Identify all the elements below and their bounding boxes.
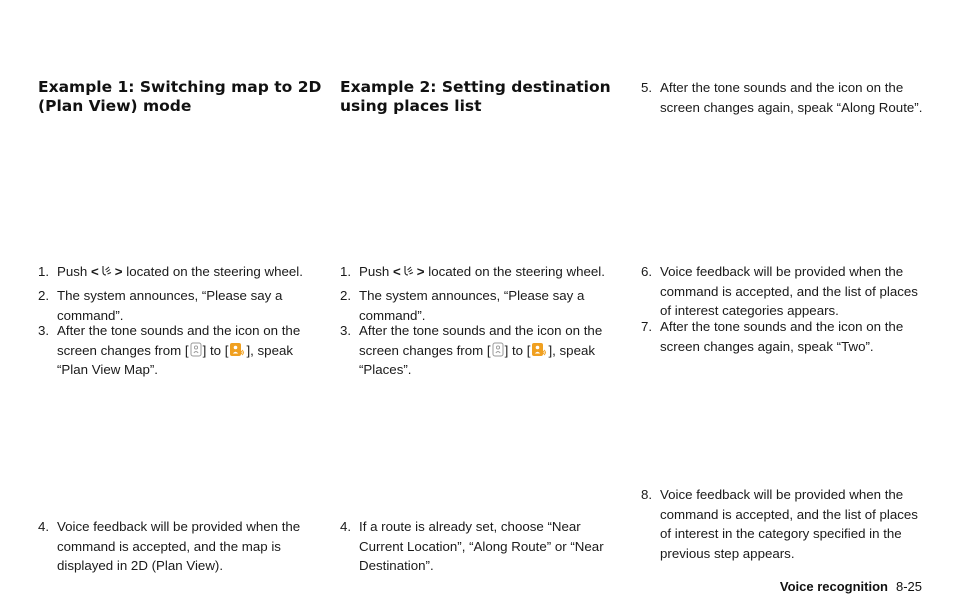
step-text: screen changes from [ [57,342,189,358]
step-text: displayed in 2D (Plan View). [57,558,224,573]
step-text: “Places”. [359,362,412,377]
step-number: 5. [641,80,653,95]
bracket: < [91,264,99,279]
step-number: 8. [641,487,653,502]
bracket: < [393,264,401,279]
step-8 [641,485,925,563]
heading-line: Example 2: Setting destination [340,78,611,96]
step-text: of interest in the category specified in the [660,526,902,541]
step-text: Push [359,264,390,279]
example-1-heading [38,78,321,116]
page-number: 8-25 [895,579,922,594]
heading-line: (Plan View) mode [38,97,192,115]
step-number: 3. [38,323,50,338]
step-6 [641,262,925,321]
step-number: 1. [38,264,50,279]
step-number: 4. [340,519,352,534]
step-number: 1. [340,264,352,279]
step-number: 2. [38,288,50,303]
step-text: ], speak [548,342,596,358]
step-text: Destination”. [359,558,434,573]
step-text: command”. [57,307,124,323]
step-4 [340,517,622,576]
step-4 [38,517,320,576]
heading-line: using places list [340,97,482,115]
step-text: After the tone sounds and the icon on the [57,323,301,338]
step-2 [38,286,320,325]
voice-active-icon [229,342,245,358]
step-text: ] to [ [202,342,229,358]
step-text: The system announces, “Please say a [57,288,283,303]
step-text: Voice feedback will be provided when the [660,264,904,279]
step-text: command is accepted, and the list of places [660,283,918,299]
step-text: command”. [359,307,426,323]
example-2-heading [340,78,611,116]
step-text: Current Location”, “Along Route” or “Near [359,538,604,554]
bracket: > [114,264,123,279]
step-2 [340,286,622,325]
step-text: Voice feedback will be provided when the [57,519,301,534]
step-text: After the tone sounds and the icon on the [660,80,904,95]
step-text: The system announces, “Please say a [359,288,585,303]
step-text: screen changes from [ [359,342,491,358]
step-text: previous step appears. [660,545,795,561]
step-text: located on the steering wheel. [428,264,605,279]
step-text: located on the steering wheel. [126,264,303,279]
step-number: 4. [38,519,50,534]
step-text: After the tone sounds and the icon on the [660,319,904,334]
step-text: Voice feedback will be provided when the [660,487,904,502]
step-text-line [57,341,320,361]
heading-line: Example 1: Switching map to 2D [38,78,322,96]
voice-standby-icon [190,342,202,358]
voice-active-icon [531,342,547,358]
step-text-line [359,341,622,361]
step-7 [641,317,925,356]
step-3 [38,321,320,380]
step-number: 2. [340,288,352,303]
step-text: ] to [ [504,342,531,358]
step-3 [340,321,622,380]
bracket: > [416,264,425,279]
step-number: 7. [641,319,653,334]
step-text: If a route is already set, choose “Near [359,519,581,534]
step-5 [641,78,925,117]
page-footer [780,579,922,594]
step-text: command is accepted, and the map is [57,538,281,554]
step-text: Push [57,264,88,279]
step-number: 6. [641,264,653,279]
step-text: ], speak [246,342,294,358]
step-text: screen changes again, speak “Two”. [660,338,874,354]
step-text: screen changes again, speak “Along Route”. [660,99,923,115]
step-text: After the tone sounds and the icon on the [359,323,603,338]
step-text: command is accepted, and the list of places [660,506,918,522]
step-text: of interest categories appears. [660,303,839,318]
voice-standby-icon [492,342,504,358]
step-text: “Plan View Map”. [57,362,158,377]
step-1 [38,262,320,282]
talk-switch-icon [100,264,114,278]
section-title: Voice recognition [779,579,888,594]
step-1 [340,262,622,282]
step-number: 3. [340,323,352,338]
talk-switch-icon [402,264,416,278]
